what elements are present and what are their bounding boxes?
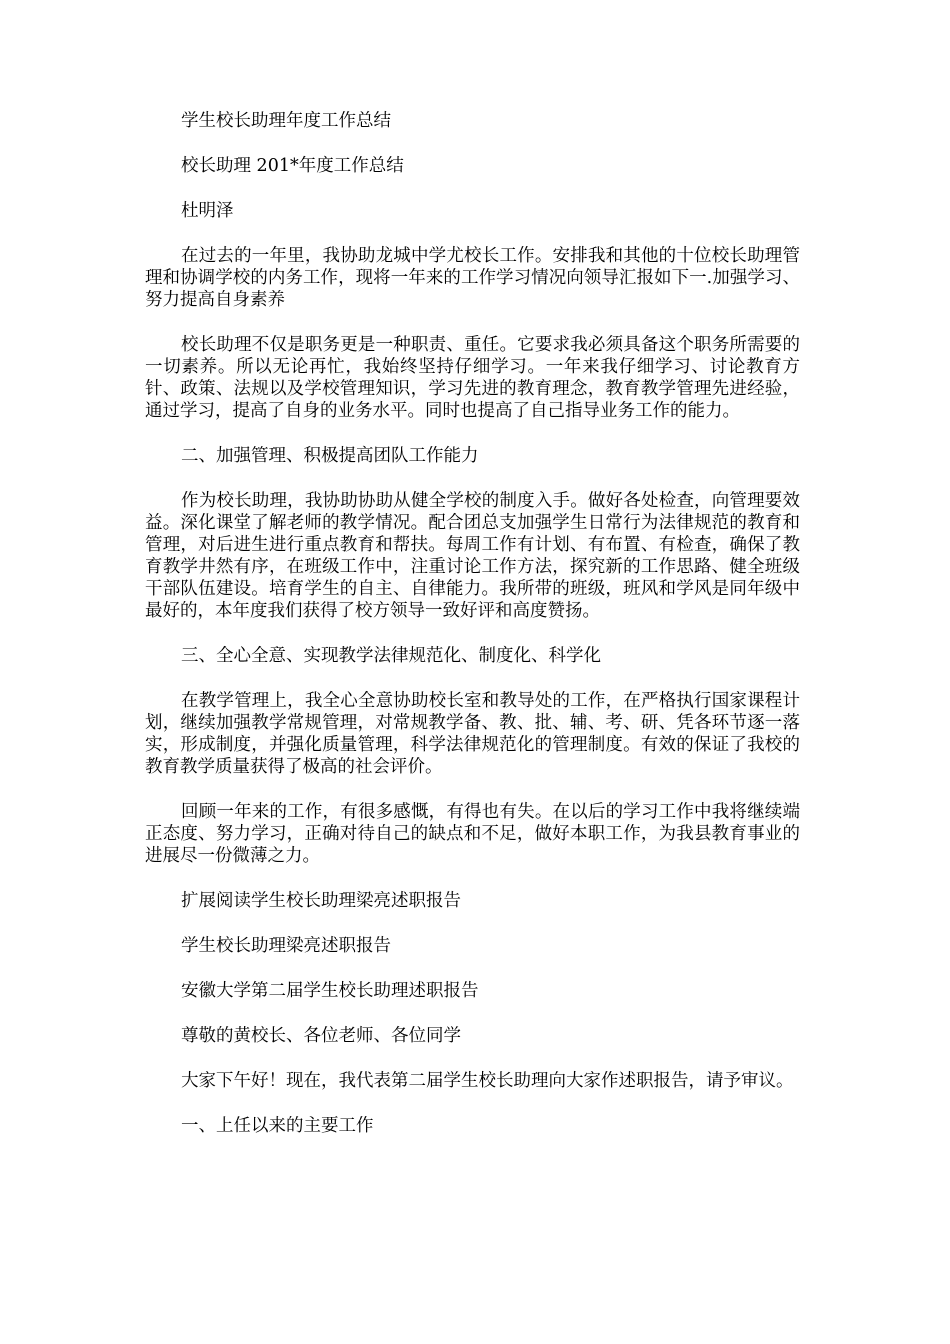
paragraph-teaching: 在教学管理上，我全心全意协助校长室和教导处的工作，在严格执行国家课程计划，继续加强教学常规管理，对常规教学备、教、批、辅、考、研、凭各环节逐一落实，形成制度，并强化质量管理，科学法律规范化的管理制度。有效的保证了我校的教育教学质量获得了极高的社会评价。 bbox=[145, 691, 800, 777]
document-body bbox=[145, 110, 800, 1160]
document-subtitle: 校长助理 201*年度工作总结 bbox=[181, 156, 404, 176]
section-heading-main-work: 一、上任以来的主要工作 bbox=[181, 1116, 374, 1136]
paragraph-intro: 在过去的一年里，我协助龙城中学尤校长工作。安排我和其他的十位校长助理管理和协调学校的内务工作，现将一年来的工作学习情况向领导汇报如下一.加强学习、努力提高自身素养 bbox=[145, 246, 800, 310]
salutation: 尊敬的黄校长、各位老师、各位同学 bbox=[181, 1026, 461, 1046]
document-author: 杜明泽 bbox=[181, 201, 234, 221]
paragraph-review: 回顾一年来的工作，有很多感慨，有得也有失。在以后的学习工作中我将继续端正态度、努力学习，正确对待自己的缺点和不足，做好本职工作，为我县教育事业的进展尽一份微薄之力。 bbox=[145, 802, 800, 866]
paragraph-study: 校长助理不仅是职务更是一种职责、重任。它要求我必须具备这个职务所需要的一切素养。所以无论再忙，我始终坚持仔细学习。一年来我仔细学习、讨论教育方针、政策、法规以及学校管理知识，学习先进的教育理念，教育教学管理先进经验，通过学习，提高了自身的业务水平。同时也提高了自己指导业务工作的能力。 bbox=[145, 335, 800, 421]
extended-reading-heading: 扩展阅读学生校长助理梁亮述职报告 bbox=[181, 891, 461, 911]
paragraph-greeting: 大家下午好！现在，我代表第二届学生校长助理向大家作述职报告，请予审议。 bbox=[181, 1071, 794, 1091]
paragraph-management: 作为校长助理，我协助协助从健全学校的制度入手。做好各处检查，向管理要效益。深化课堂了解老师的教学情况。配合团总支加强学生日常行为法律规范的教育和管理，对后进生进行重点教育和帮扶。每周工作有计划、有布置、有检查，确保了教育教学井然有序，在班级工作中，注重讨论工作方法，探究新的工作思路、健全班级干部队伍建设。培育学生的自主、自律能力。我所带的班级，班风和学风是同年级中最好的，本年度我们获得了校方领导一致好评和高度赞扬。 bbox=[145, 491, 800, 621]
report-title: 学生校长助理梁亮述职报告 bbox=[181, 936, 391, 956]
section-heading-management: 二、加强管理、积极提高团队工作能力 bbox=[181, 446, 479, 466]
section-heading-teaching: 三、全心全意、实现教学法律规范化、制度化、科学化 bbox=[181, 646, 601, 666]
report-subtitle: 安徽大学第二届学生校长助理述职报告 bbox=[181, 981, 479, 1001]
document-title: 学生校长助理年度工作总结 bbox=[181, 111, 391, 131]
